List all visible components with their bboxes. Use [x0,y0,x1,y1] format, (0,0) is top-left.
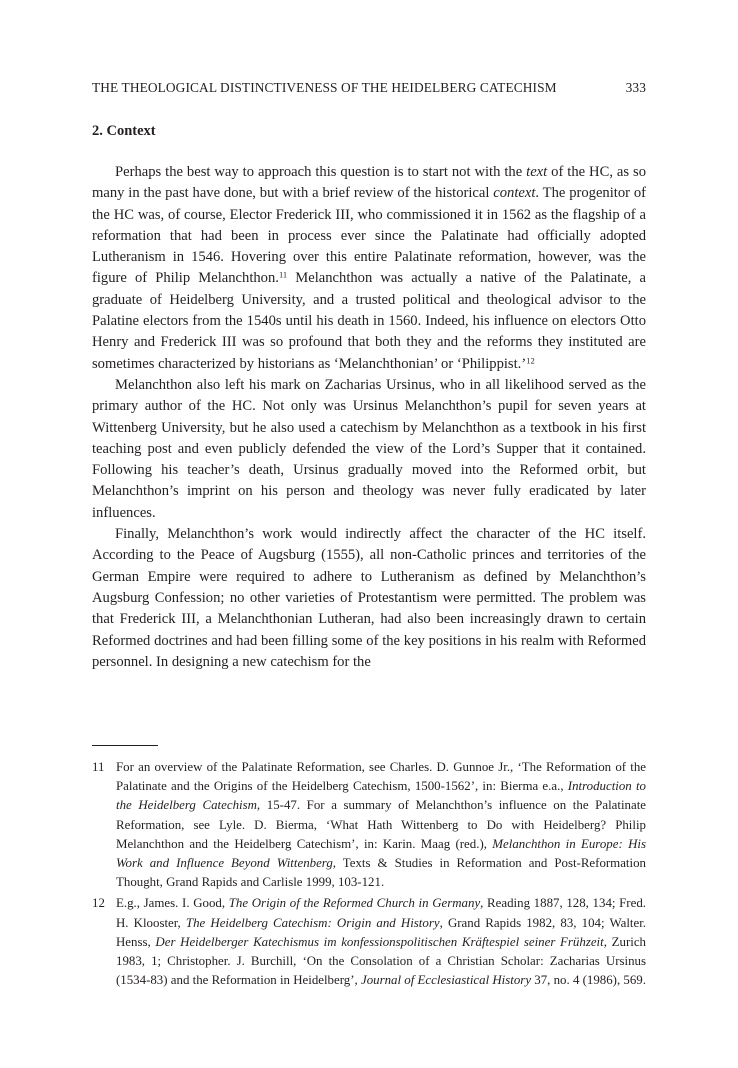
citation-title: Journal of Ecclesiastical History [360,973,532,988]
footnote-divider [92,745,158,746]
footnotes [92,758,646,992]
footnote-12: 12 E.g., James. I. Good, The Origin of the Reformed Church in Germany, Reading 1887, 128, 134; Fred. H. Klooster, The Heidelberg Catechism: Origin and History, Grand Rapids 1982, 83, 104; Walter. Henss, Der Heidelberger Katechismus im konfessionspolitischen Kräftespiel seiner Frühzeit, Zurich 1983, 1; Christopher. J. Burchill, ‘On the Consolation of a Christian Scholar: Zacharias Ursinus (1534-83) and the Reformation in Heidelberg’, Journal of Ecclesiastical History 37, no. 4 (1986), 569. [92,896,647,988]
section-heading: 2. Context [92,123,156,139]
emphasis-context: context [493,185,536,202]
citation-title: The Origin of the Reformed Church in Germany [228,896,481,911]
body-text [92,162,646,673]
footnote-number: 11 [92,760,105,774]
running-header [92,80,646,96]
paragraph-1: Perhaps the best way to approach this question is to start not with the text of the HC, as so many in the past have done, but with a brief review of the historical context. The progenitor of the HC was, of course, Elector Frederick III, who commissioned it in 1562 as the flagship of a reformation that had been in process ever since the Palatinate had officially adopted Lutheranism in 1546. Hovering over this entire Palatinate reformation, however, was the figure of Philip Melanchthon.$^{11}$ Melanchthon was actually a native of the Palatinate, a graduate of Heidelberg University, and a trusted political and theological advisor to the Palatine electors from the 1540s until his death in 1560. Indeed, his influence on electors Otto Henry and Frederick III was so profound that both they and the reforms they instituted are sometimes characterized by historians as ‘Melanchthonian’ or ‘Philippist.’$^{12}$ [92,164,647,372]
emphasis-text: text [526,164,548,180]
paragraph-2: Melanchthon also left his mark on Zacharias Ursinus, who in all likelihood served as the primary author of the HC. Not only was Ursinus Melanchthon’s pupil for seven years at Wittenberg University, but he also used a catechism by Melanchthon as a textbook in his first teaching post and even publicly defended the view of the Lord’s Supper that it contained. Following his teacher’s death, Ursinus gradually moved into the Reformed orbit, but Melanchthon’s imprint on his person and theology was never fully eradicated by later influences. [92,376,646,521]
running-title: THE THEOLOGICAL DISTINCTIVENESS OF THE HEIDELBERG CATECHISM [92,80,557,95]
citation-title: The Heidelberg Catechism: Origin and History [185,915,440,930]
citation-title: Der Heidelberger Katechismus im konfessionspolitischen Kräftespiel seiner Frühzeit [155,934,604,949]
footnote-ref-12[interactable]: 12 [526,355,535,365]
paragraph-3: Finally, Melanchthon’s work would indirectly affect the character of the HC itself. According to the Peace of Augsburg (1555), all non-Catholic princes and territories of the German Empire were required to adhere to Lutheranism as defined by Melanchthon’s Augsburg Confession; no other varieties of Protestantism were permitted. The problem was that Frederick III, a Melanchthonian Lutheran, had also been increasingly drawn to certain Reformed doctrines and had been filling some of the key positions in his realm with Reformed personnel. In designing a new catechism for the [92,526,646,670]
footnote-number: 12 [92,896,105,911]
citation-title: Introduction to the Heidelberg Catechism [116,779,647,813]
page-number: 333 [625,80,646,95]
footnote-ref-11[interactable]: 11 [278,269,288,280]
footnote-11: 11 For an overview of the Palatinate Reformation, see Charles. D. Gunnoe Jr., ‘The Reformation of the Palatinate and the Origins of the Heidelberg Catechism, 1500-1562’, in: Bierma e.a., Introduction to the Heidelberg Catechism, 15-47. For a summary of Melanchthon’s influence on the Palatinate Reformation, see Lyle. D. Bierma, ‘What Hath Wittenberg to Do with Heidelberg? Philip Melanchthon and the Heidelberg Catechism’, in: Karin. Maag (red.), Melanchthon in Europe: His Work and Influence Beyond Wittenberg, Texts & Studies in Reformation and Post-Reformation Thought, Grand Rapids and Carlisle 1999, 103-121. [92,760,647,890]
citation-title: Melanchthon in Europe: His Work and Influence Beyond Wittenberg [116,836,646,871]
